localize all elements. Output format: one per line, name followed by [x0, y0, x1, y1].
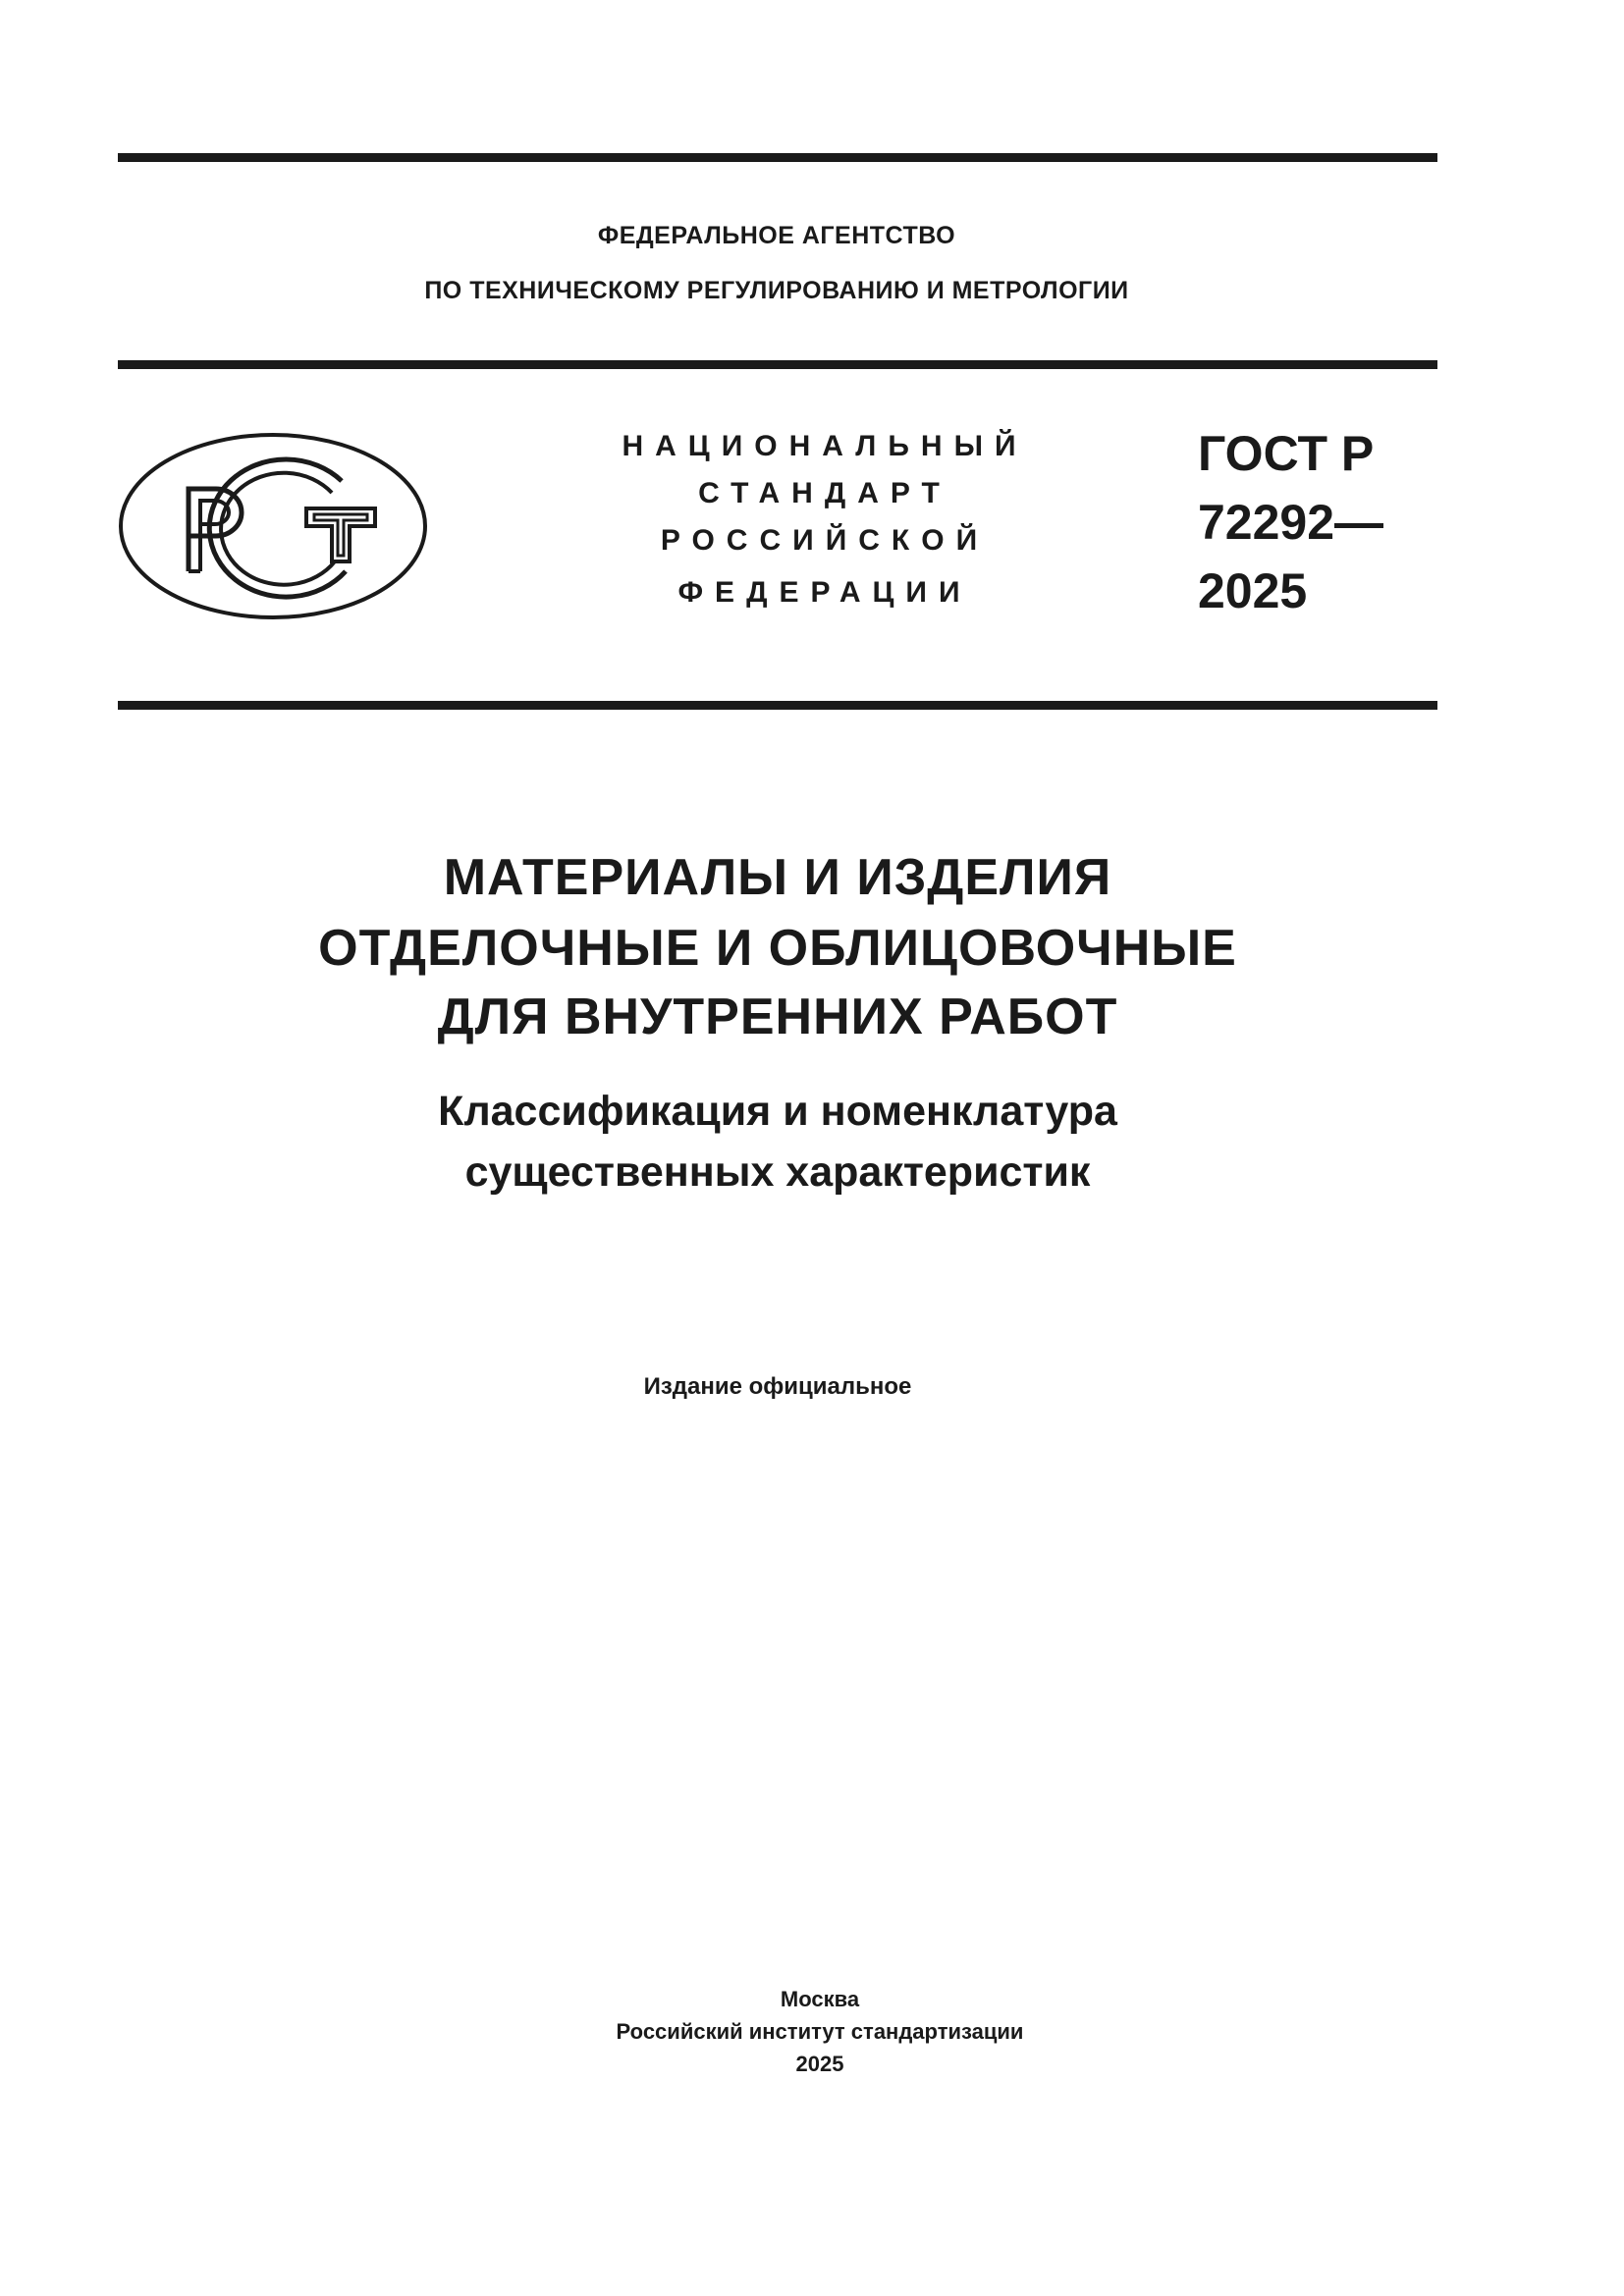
document-subtitle-line-2: существенных характеристик: [464, 1148, 1091, 1196]
document-title-line-1: МАТЕРИАЛЫ И ИЗДЕЛИЯ: [443, 849, 1112, 906]
edition-label: Издание официальное: [643, 1373, 912, 1400]
standard-designation-line-2: 72292—: [1198, 495, 1384, 550]
document-title-line-3: ДЛЯ ВНУТРЕННИХ РАБОТ: [437, 988, 1118, 1045]
imprint-city: Москва: [780, 1987, 860, 2011]
national-standard-line-2: СТАНДАРТ: [698, 477, 951, 509]
national-standard-line-1: НАЦИОНАЛЬНЫЙ: [622, 430, 1028, 462]
rst-certification-mark-icon: [118, 432, 428, 620]
agency-name-line-1: ФЕДЕРАЛЬНОЕ АГЕНТСТВО: [597, 222, 956, 249]
document-subtitle-line-1: Классификация и номенклатура: [438, 1088, 1117, 1135]
top-divider: [118, 153, 1437, 162]
document-title-line-2: ОТДЕЛОЧНЫЕ И ОБЛИЦОВОЧНЫЕ: [318, 920, 1237, 977]
national-standard-line-4: ФЕДЕРАЦИИ: [677, 576, 972, 609]
middle-divider: [118, 360, 1437, 369]
national-standard-line-3: РОССИЙСКОЙ: [660, 524, 990, 557]
standard-designation-line-1: ГОСТ Р: [1198, 426, 1375, 481]
agency-name-line-2: ПО ТЕХНИЧЕСКОМУ РЕГУЛИРОВАНИЮ И МЕТРОЛОГИИ: [424, 277, 1129, 304]
standard-designation-line-3: 2025: [1198, 563, 1308, 618]
imprint-year: 2025: [795, 2052, 844, 2076]
bottom-divider: [118, 701, 1437, 710]
imprint-publisher: Российский институт стандартизации: [616, 2019, 1024, 2044]
